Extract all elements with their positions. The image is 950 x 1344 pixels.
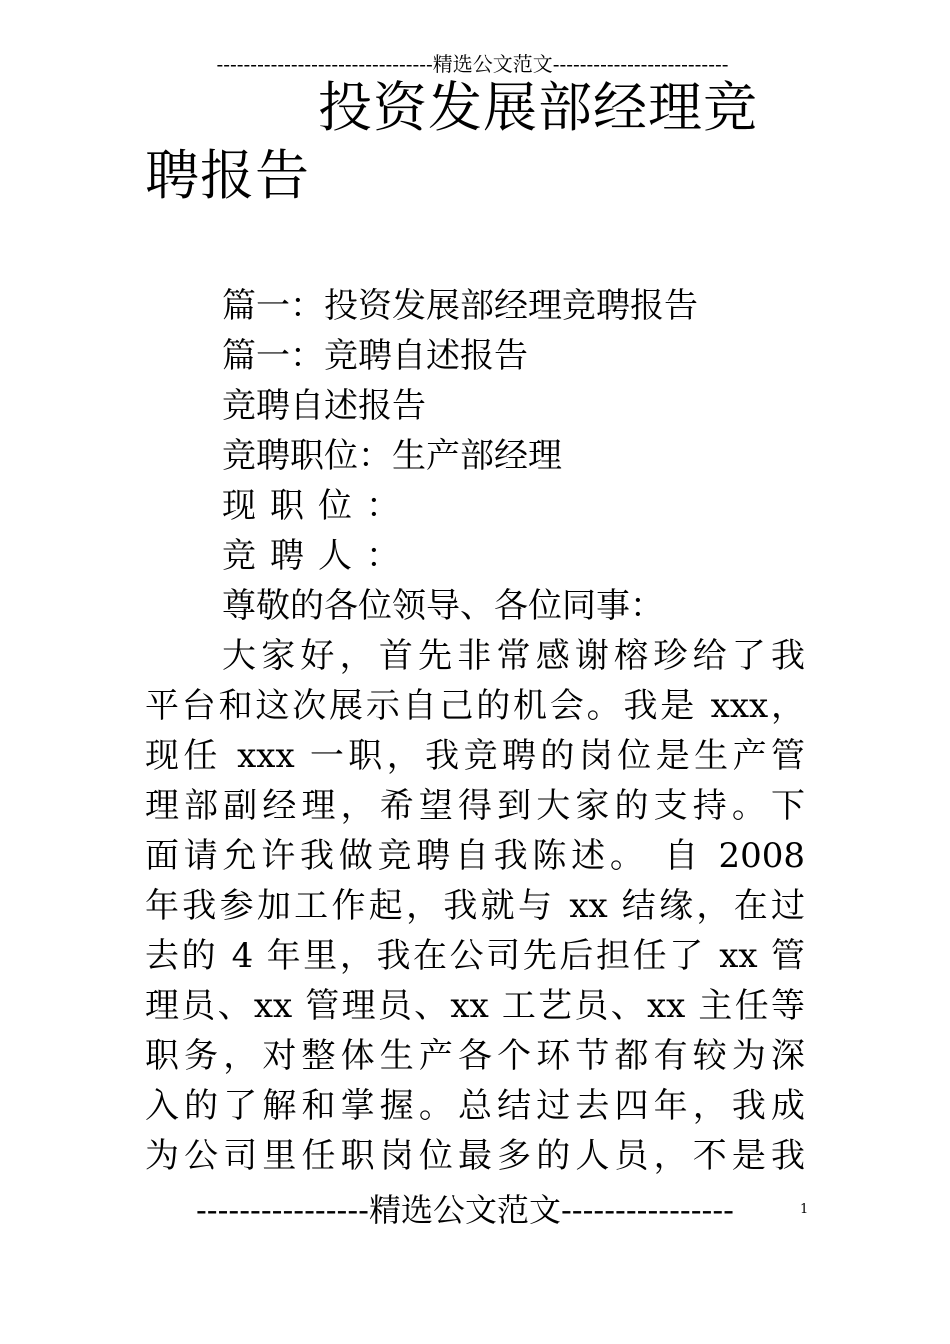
body-paragraph-line: 面请允许我做竞聘自我陈述。 自 2008 — [145, 836, 805, 876]
body-paragraph-line: 入的了解和掌握。总结过去四年，我成 — [145, 1086, 805, 1126]
body-paragraph-line: 去的 4 年里，我在公司先后担任了 xx 管 — [145, 936, 805, 976]
document-title-line-1: 投资发展部经理竞 — [318, 76, 758, 139]
salutation-line: 尊敬的各位领导、各位同事： — [222, 586, 664, 626]
page-number: 1 — [800, 1202, 809, 1217]
header-rule: --------------------------------精选公文范文-------------------------- — [216, 52, 729, 76]
body-paragraph-line: 平台和这次展示自己的机会。我是 xxx， — [145, 686, 805, 726]
applicant-line: 竞聘人： — [222, 536, 414, 576]
section-heading-1: 篇一：投资发展部经理竞聘报告 — [222, 286, 698, 326]
body-paragraph-line: 大家好，首先非常感谢榕珍给了我 — [222, 636, 805, 676]
body-paragraph-line: 年我参加工作起，我就与 xx 结缘，在过 — [145, 886, 805, 926]
document-title-line-2: 聘报告 — [145, 144, 310, 207]
body-paragraph-line: 职务，对整体生产各个环节都有较为深 — [145, 1036, 805, 1076]
body-paragraph-line: 为公司里任职岗位最多的人员，不是我 — [145, 1136, 805, 1176]
body-paragraph-line: 现任 xxx 一职，我竞聘的岗位是生产管 — [145, 736, 805, 776]
report-subtitle: 竞聘自述报告 — [222, 386, 426, 426]
section-heading-2: 篇一：竞聘自述报告 — [222, 336, 528, 376]
footer-rule: ----------------精选公文范文---------------- — [195, 1191, 734, 1229]
body-paragraph-line: 理员、xx 管理员、xx 工艺员、xx 主任等 — [145, 986, 805, 1026]
body-paragraph-line: 理部副经理，希望得到大家的支持。下 — [145, 786, 805, 826]
current-position-line: 现职位： — [222, 486, 414, 526]
position-applied-line: 竞聘职位：生产部经理 — [222, 436, 562, 476]
